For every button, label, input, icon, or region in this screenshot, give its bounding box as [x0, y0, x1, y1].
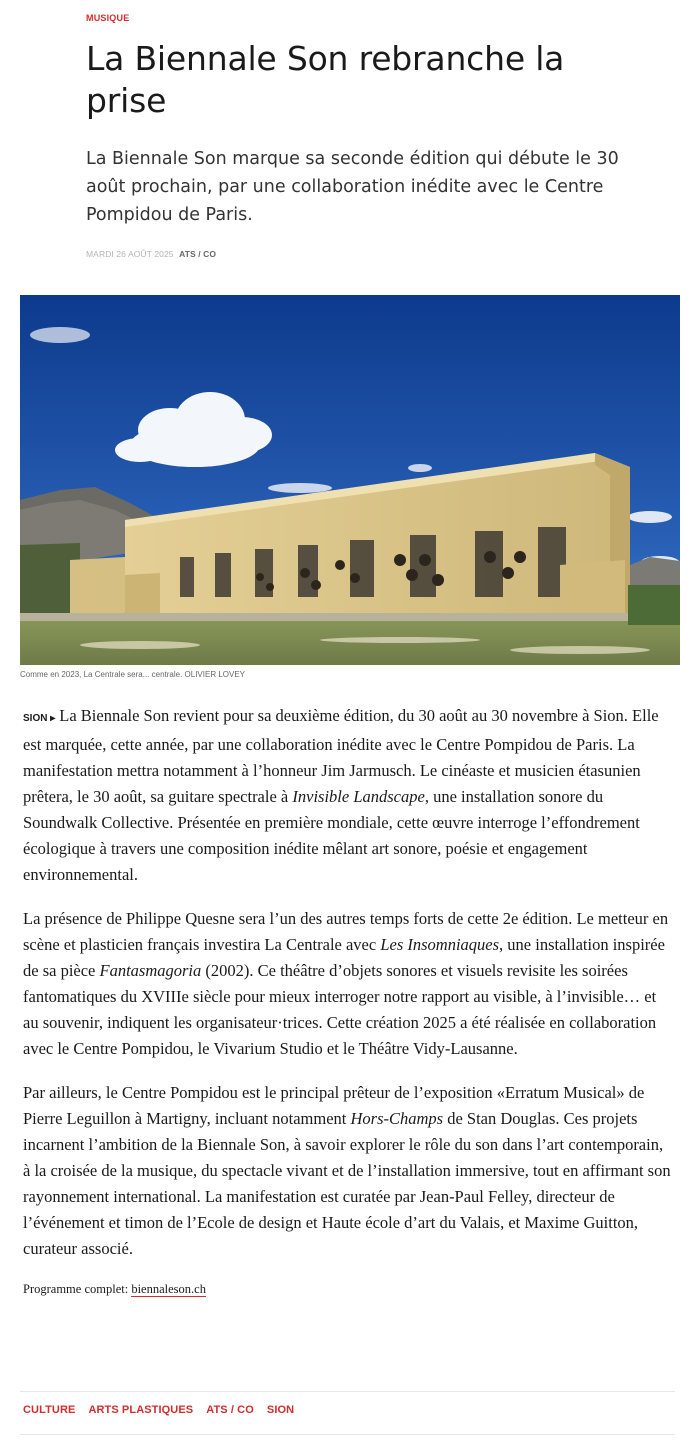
- divider: [20, 1391, 675, 1392]
- work-title: Hors-Champs: [350, 1109, 444, 1128]
- byline: [86, 249, 216, 259]
- author: ATS / CO: [179, 249, 217, 259]
- paragraph-3: Par ailleurs, le Centre Pompidou est le principal prêteur de l’exposition «Erratum Musical» de Pierre Leguillon à Martigny, incluant notamment Hors-Champs de Stan Douglas. Ces projets incarnent l’ambition de la Biennale Son, à savoir explorer le rôle du son dans l’art contemporain, à la croisée de la musique, du spectacle vivant et de l’installation immersive, tout en affirmant son rayonnement international. La manifestation est curatée par Jean-Paul Felley, directeur de l’événement et timon de l’Ecole de design et Haute école d’art du Valais, et Maxime Guitton, curateur associé.: [23, 1083, 671, 1258]
- paragraph-2: La présence de Philippe Quesne sera l’un des autres temps forts de cette 2e édition. Le metteur en scène et plasticien français investira La Centrale avec Les Insomniaques, une installation inspirée de sa pièce Fantasmagoria (2002). Ce théâtre d’objets sonores et visuels revisite les soirées fantomatiques du XVIIIe siècle pour mieux interroger notre rapport au visible, à l’invisible… et au souvenir, indiquent les organisateur·trices. Cette création 2025 a été réalisée en collaboration avec le Centre Pompidou, le Vivarium Studio et le Théâtre Vidy-Lausanne.: [23, 909, 669, 1058]
- work-title: Fantasmagoria: [99, 961, 202, 980]
- program-link[interactable]: biennaleson.ch: [131, 1282, 206, 1296]
- tag-sion[interactable]: SION: [266, 1404, 295, 1416]
- article-lead: La Biennale Son marque sa seconde édition qui débute le 30 août prochain, par une collaboration inédite avec le Centre Pompidou de Paris.: [86, 149, 619, 225]
- work-title: Invisible Landscape: [292, 787, 425, 806]
- article-photo: [20, 295, 680, 665]
- tag-ats-co[interactable]: ATS / CO: [206, 1404, 254, 1416]
- tag-list: [23, 1404, 294, 1416]
- paragraph-1: SION ▸ La Biennale Son revient pour sa deuxième édition, du 30 août au 30 novembre à Sion. Elle est marquée, cette année, par une collaboration inédite avec le Centre Pompidou de Paris. La manifestation mettra notamment à l’honneur Jim Jarmusch. Le cinéaste et musicien étasunien prêtera, le 30 août, sa guitare spectrale à Invisible Landscape, une installation sonore du Soundwalk Collective. Présentée en première mondiale, cette œuvre interroge l’effondrement écologique à travers une composition inédite mêlant art sonore, poésie et engagement environnemental.: [23, 706, 659, 884]
- divider: [20, 1434, 675, 1435]
- category-label[interactable]: MUSIQUE: [86, 13, 130, 23]
- program-line: [23, 1280, 673, 1298]
- work-title: Les Insomniaques: [380, 935, 500, 954]
- tag-arts-plastiques[interactable]: ARTS PLASTIQUES: [88, 1404, 194, 1416]
- article-title: La Biennale Son rebranche la prise: [86, 39, 565, 120]
- building-photo-illustration: [20, 295, 680, 665]
- article-body: [23, 703, 673, 1316]
- photo-caption: Comme en 2023, La Centrale sera... centrale. OLIVIER LOVEY: [20, 670, 245, 679]
- tag-culture[interactable]: CULTURE: [23, 1404, 76, 1416]
- program-label: Programme complet:: [23, 1282, 129, 1296]
- publish-date: MARDI 26 AOÛT 2025: [86, 249, 174, 259]
- dateline: SION ▸: [23, 713, 56, 724]
